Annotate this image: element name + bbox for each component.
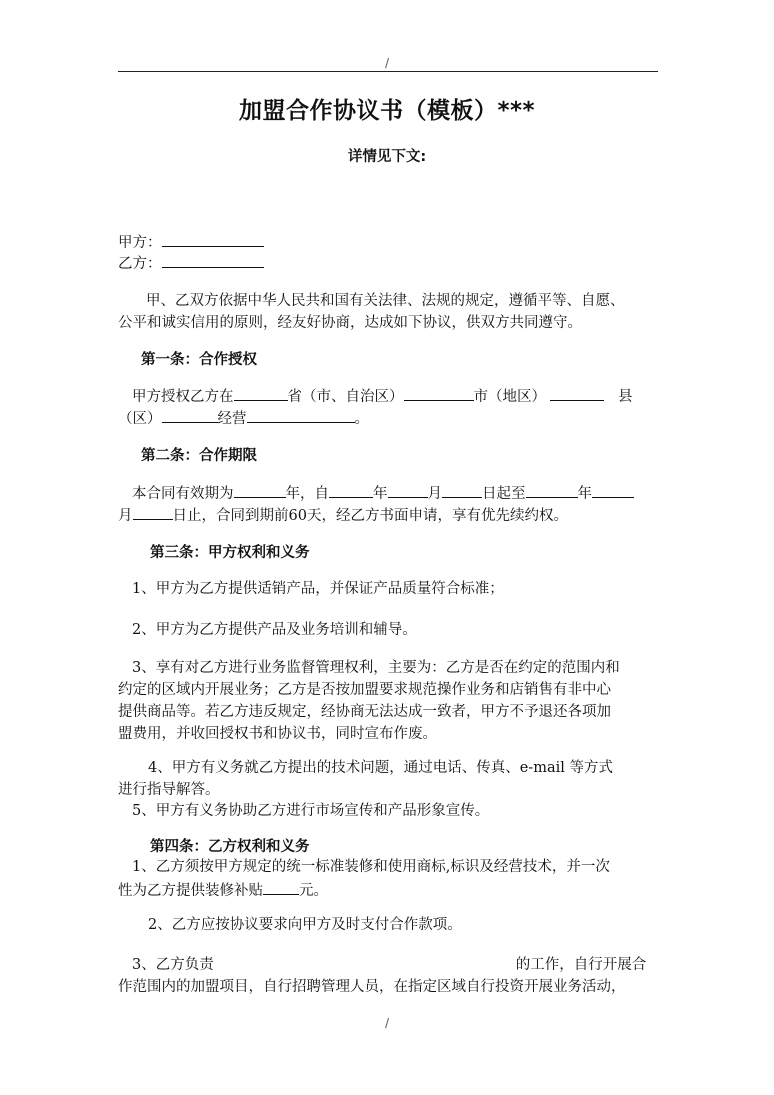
article4-item-1-line-1: 1、乙方须按甲方规定的统一标准装修和使用商标,标识及经营技术，并一次 [132,859,610,875]
article2-text: 年 [373,486,388,502]
header-mark: / [385,56,390,70]
intro-line-2: 公平和诚实信用的原则，经友好协商，达成如下协议，供双方共同遵守。 [118,315,582,331]
district-blank[interactable] [162,407,218,423]
party-a-label: 甲方： [118,235,162,251]
article3-item-4-line-1: 4、甲方有义务就乙方提出的技术问题，通过电话、传真、e-mail 等方式 [148,760,613,776]
document-subtitle: 详情见下文: [347,149,427,165]
business-scope-blank[interactable] [247,407,355,423]
article1-text: 甲方授权乙方在 [132,389,234,405]
party-b-line [118,252,264,274]
article4-text: 3、乙方负责 [132,957,214,973]
document-title: 加盟合作协议书（模板）*** [238,98,536,124]
footer-mark: / [385,1016,390,1030]
article3-heading: 第三条：甲方权利和义务 [150,545,310,561]
article1-text: 市（地区） [473,389,546,405]
city-blank[interactable] [404,385,474,401]
article2-text: 年，自 [285,486,329,502]
article1-line-2 [118,407,369,429]
article2-text: 月 [118,508,133,524]
party-b-blank[interactable] [162,252,264,268]
party-a-blank[interactable] [162,231,264,247]
start-day-blank[interactable] [442,482,482,498]
article1-text: 经营 [217,411,247,427]
county-blank[interactable] [550,385,604,401]
header-rule [118,71,658,72]
start-year-blank[interactable] [329,482,373,498]
article3-item-4-line-2: 进行指导解答。 [118,782,220,798]
term-years-blank[interactable] [234,482,286,498]
article4-item-1-line-2 [118,879,328,901]
end-day-blank[interactable] [133,504,173,520]
article2-heading: 第二条：合作期限 [141,448,257,464]
article1-text: （区） [118,411,162,427]
article3-item-3-line-3: 提供商品等。若乙方违反规定，经协商无法达成一致者，甲方不予退还各项加 [118,704,611,720]
start-month-blank[interactable] [388,482,428,498]
article1-heading: 第一条：合作授权 [141,352,257,368]
party-a-line [118,231,264,253]
article3-item-2: 2、甲方为乙方提供产品及业务培训和辅导。 [132,622,417,638]
party-b-label: 乙方： [118,256,162,272]
article3-item-3-line-4: 盟费用，并收回授权书和协议书，同时宣布作废。 [118,726,437,742]
article2-text: 本合同有效期为 [132,486,234,502]
province-blank[interactable] [234,385,288,401]
article2-text: 年 [577,486,592,502]
article2-text: 日止，合同到期前60天，经乙方书面申请，享有优先续约权。 [172,508,568,524]
end-month-blank[interactable] [592,482,634,498]
subsidy-amount-blank[interactable] [263,879,299,895]
article4-heading: 第四条：乙方权利和义务 [150,839,310,855]
article3-item-3-line-1: 3、享有对乙方进行业务监督管理权利，主要为：乙方是否在约定的范围内和 [132,660,620,676]
article1-line-1 [132,385,633,407]
article3-item-5: 5、甲方有义务协助乙方进行市场宣传和产品形象宣传。 [132,803,490,819]
end-year-blank[interactable] [526,482,578,498]
article1-text: 。 [354,411,369,427]
article3-item-3-line-2: 约定的区域内开展业务；乙方是否按加盟要求规范操作业务和店销售有非中心 [118,682,611,698]
article4-item-3-line-2: 作范围内的加盟项目，自行招聘管理人员，在指定区域自行投资开展业务活动， [118,979,626,995]
article2-text: 月 [427,486,442,502]
article4-text: 元。 [299,883,328,899]
article4-item-3-line-1 [132,955,646,975]
article4-text: 性为乙方提供装修补贴 [118,883,263,899]
article4-text: 的工作，自行开展合 [515,957,647,973]
article2-line-2 [118,504,568,526]
article2-text: 日起至 [482,486,526,502]
article4-item-2: 2、乙方应按协议要求向甲方及时支付合作款项。 [148,917,462,933]
article1-text: 省（市、自治区） [287,389,404,405]
article1-text: 县 [618,389,633,405]
intro-line-1: 甲、乙双方依据中华人民共和国有关法律、法规的规定，遵循平等、自愿、 [146,293,625,309]
article3-item-1: 1、甲方为乙方提供适销产品，并保证产品质量符合标准； [132,581,504,597]
article2-line-1 [132,482,634,504]
